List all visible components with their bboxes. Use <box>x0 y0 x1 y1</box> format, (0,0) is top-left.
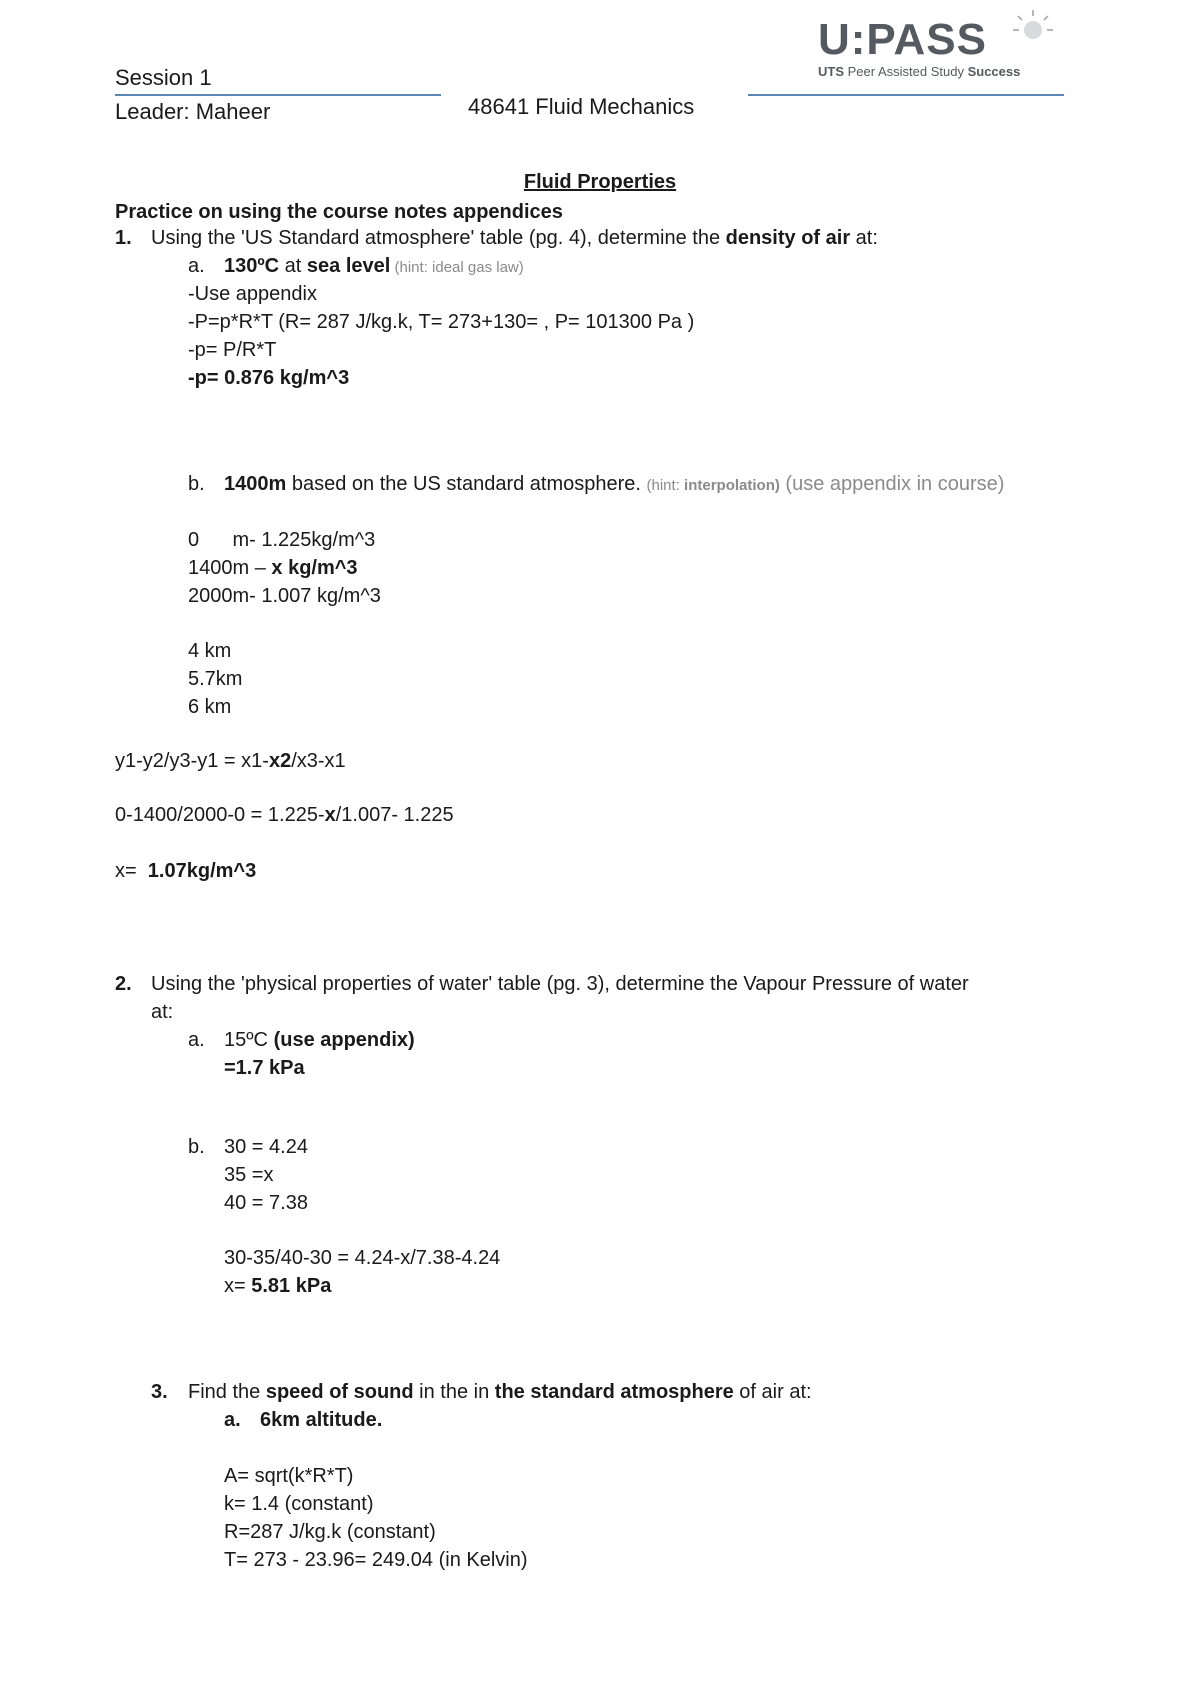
q1-formula-2 <box>115 801 454 829</box>
q1b-row-3: 2000m- 1.007 kg/m^3 <box>188 585 381 607</box>
q2b-result <box>224 1272 331 1300</box>
upass-logo <box>818 15 1021 79</box>
q2b-label: b. <box>188 1136 205 1158</box>
q3-line-4: T= 273 - 23.96= 249.04 (in Kelvin) <box>224 1549 528 1571</box>
f1-a: y1-y2/y3-y1 = x1- <box>115 750 269 772</box>
q3-b2: the standard atmosphere <box>494 1381 734 1403</box>
f2-a: 0-1400/2000-0 = 1.225- <box>115 804 325 826</box>
q2b-result-prefix: x= <box>224 1275 252 1297</box>
q1a-answer: -p= 0.876 kg/m^3 <box>188 367 350 389</box>
q1a-sea-level: sea level <box>306 255 391 277</box>
q2b-line-1: 30 = 4.24 <box>224 1136 308 1158</box>
f2-c: /1.007- 1.225 <box>335 804 454 826</box>
q1b-desc: based on the US standard atmosphere. <box>286 473 647 495</box>
q1a-mid: at <box>279 255 307 277</box>
q2-line-2: at: <box>151 1001 174 1023</box>
q1b-km-1: 4 km <box>188 640 232 662</box>
q1-result <box>115 857 256 885</box>
q3-line-1: A= sqrt(k*R*T) <box>224 1465 354 1487</box>
q1-result-value: 1.07kg/m^3 <box>147 860 257 882</box>
q1a-hint: (hint: ideal gas law) <box>390 259 524 276</box>
q1b-km-3: 6 km <box>188 696 232 718</box>
f1-c: /x3-x1 <box>291 750 346 772</box>
q2b-result-value: 5.81 kPa <box>251 1275 332 1297</box>
q3-p2: in the in <box>413 1381 495 1403</box>
q1-suffix: at: <box>850 227 878 249</box>
q3-line-2: k= 1.4 (constant) <box>224 1493 374 1515</box>
q1b-row-2-a: 1400m – <box>188 557 272 579</box>
q3-line-3: R=287 J/kg.k (constant) <box>224 1521 436 1543</box>
q2a-text <box>224 1026 415 1054</box>
page-title: Fluid Properties <box>523 171 677 193</box>
q1b-text <box>224 470 1004 500</box>
q1-prefix: Using the 'US Standard atmosphere' table (pg. 4), determine the <box>151 227 726 249</box>
q1b-row-2 <box>188 554 358 582</box>
q1b-hint-prefix: (hint: <box>646 477 685 494</box>
logo-sub-mid: Peer Assisted Study <box>847 64 964 79</box>
q1-formula-1 <box>115 747 346 775</box>
q1a-line-2: -P=p*R*T (R= 287 J/kg.k, T= 273+130= , P= 101300 Pa ) <box>188 311 695 333</box>
logo-sub-uts: UTS <box>818 64 844 79</box>
q3a-text: 6km altitude. <box>260 1409 383 1431</box>
q1a-temp: 130ºC <box>224 255 280 277</box>
q1b-row-2-b: x kg/m^3 <box>271 557 358 579</box>
q1b-hint-bold: interpolation) <box>684 477 780 494</box>
q3a-label: a. <box>224 1409 241 1431</box>
q1b-altitude: 1400m <box>224 473 287 495</box>
q2-line-1: Using the 'physical properties of water' table (pg. 3), determine the Vapour Pressure of water <box>151 973 969 995</box>
q1a-line-3: -p= P/R*T <box>188 339 277 361</box>
logo-wordmark: U:PASS <box>818 15 987 64</box>
q2a-label: a. <box>188 1029 205 1051</box>
q1-text <box>151 224 878 252</box>
logo-subtitle <box>818 64 1020 79</box>
q1-number: 1. <box>115 227 132 249</box>
q1b-row-1: 0 m- 1.225kg/m^3 <box>188 529 376 551</box>
q1a-text <box>224 252 524 282</box>
q2b-calc: 30-35/40-30 = 4.24-x/7.38-4.24 <box>224 1247 501 1269</box>
q2a-temp: 15ºC <box>224 1029 274 1051</box>
q1a-line-1: -Use appendix <box>188 283 317 305</box>
q1a-label: a. <box>188 255 205 277</box>
q1-bold: density of air <box>725 227 851 249</box>
q2b-line-2: 35 =x <box>224 1164 274 1186</box>
f1-b: x2 <box>268 750 292 772</box>
f2-b: x <box>324 804 336 826</box>
q3-p1: Find the <box>188 1381 266 1403</box>
q3-text <box>188 1378 812 1406</box>
q3-number: 3. <box>151 1381 168 1403</box>
q2a-answer: =1.7 kPa <box>224 1057 305 1079</box>
session-label: Session 1 <box>115 65 212 90</box>
leader-label: Leader: Maheer <box>115 99 271 124</box>
q2-number: 2. <box>115 973 132 995</box>
q3-b1: speed of sound <box>265 1381 414 1403</box>
section-heading: Practice on using the course notes appendices <box>115 201 563 223</box>
q1b-km-2: 5.7km <box>188 668 243 690</box>
q2b-line-3: 40 = 7.38 <box>224 1192 308 1214</box>
header-rule-right <box>748 94 1064 96</box>
q3-p3: of air at: <box>733 1381 812 1403</box>
lightbulb-icon <box>1010 8 1056 54</box>
q2a-bold: (use appendix) <box>273 1029 415 1051</box>
q1b-gray-note: (use appendix in course) <box>779 473 1005 495</box>
header-rule-left <box>115 94 441 96</box>
logo-sub-end: Success <box>967 64 1021 79</box>
q1b-label: b. <box>188 473 205 495</box>
course-title: 48641 Fluid Mechanics <box>468 94 695 119</box>
q1-result-prefix: x= <box>115 860 148 882</box>
